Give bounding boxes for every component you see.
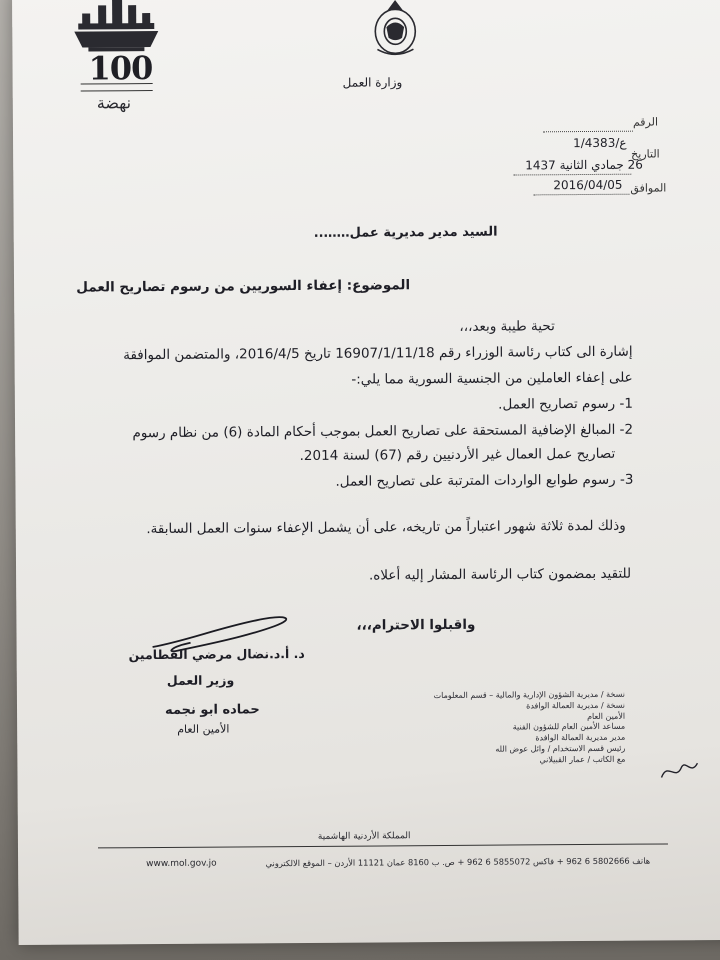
subject-label: الموضوع: [346, 277, 411, 294]
ministry-name: وزارة العمل [342, 75, 403, 90]
cc-item: مع الكاتب / عمار القبيلاني [539, 754, 626, 765]
initials-scribble [657, 755, 701, 789]
list-item-2-line-2: تصاريح عمل العمال غير الأردنيين رقم (67) لسنة 2014. [299, 445, 616, 465]
cc-item: رئيس قسم الاستخدام / وائل عوض الله [495, 743, 626, 754]
list-item-3: 3- رسوم طوابع الواردات المترتبة على تصاريح العمل. [335, 471, 634, 490]
centennial-logo [70, 0, 163, 126]
date-underline [513, 174, 631, 176]
intro-line-2: على إعفاء العاملين من الجنسية السورية مما يلي:- [351, 369, 633, 388]
subject-line [76, 277, 411, 296]
greeting: تحية طيبة وبعد،،، [459, 318, 555, 335]
greg-date: 2016/04/05 [553, 177, 623, 193]
footer-divider [98, 843, 668, 848]
cc-item: نسخة / مديرية العمالة الوافدة [526, 700, 626, 711]
list-item-2-line-1: 2- المبالغ الإضافية المستحقة على تصاريح العمل بموجب أحكام المادة (6) من نظام رسوم [132, 421, 634, 442]
letter-page [12, 0, 720, 945]
ref-label: الرقم [632, 115, 659, 129]
cc-item: الأمين العام [587, 711, 626, 721]
footer-country: المملكة الأردنية الهاشمية [317, 831, 411, 842]
intro-line-1: إشارة الى كتاب رئاسة الوزراء رقم 16907/1/11/18 تاريخ 2016/4/5، والمتضمن الموافقة [123, 343, 633, 364]
centennial-number: 100 [88, 49, 153, 88]
date-label: التاريخ [631, 147, 660, 161]
addressee: السيد مدير مديرية عمل…….. [313, 224, 498, 241]
secondary-signer-name: حماده ابو نجمه [164, 702, 260, 718]
closing: واقبلوا الاحترام،،، [356, 616, 476, 634]
cc-item: مدير مديرية العمالة الوافدة [535, 732, 626, 743]
cc-item: نسخة / مديرية الشؤون الإدارية والمالية – قسم المعلومات [433, 689, 625, 701]
centennial-word: نهضة [96, 93, 132, 113]
secondary-signer-title: الأمين العام [177, 722, 230, 736]
duration-paragraph: وذلك لمدة ثلاثة شهور اعتباراً من تاريخه، على أن يشمل الإعفاء سنوات العمل السابقة. [146, 517, 626, 538]
ref-value: ع/1/4383 [573, 135, 627, 151]
signer-name: د. أ.د.نضال مرضي القطامين [128, 645, 305, 663]
greg-label: الموافق [630, 181, 667, 195]
ref-underline [543, 131, 633, 133]
list-item-1: 1- رسوم تصاريح العمل. [498, 395, 633, 413]
centennial-ribbon [81, 83, 153, 92]
footer-contact: هاتف 5802666 6 962 + فاكس 5855072 6 962 + ص. ب 8160 عمان 11121 الأردن – الموقع الالكتروني [265, 855, 651, 869]
hijri-date: 26 جمادي الثانية 1437 [525, 157, 643, 173]
cc-item: مساعد الأمين العام للشؤون الفنية [512, 722, 626, 732]
footer-website[interactable]: www.mol.gov.jo [146, 858, 217, 870]
instruction-paragraph: للتقيد بمضمون كتاب الرئاسة المشار إليه أعلاه. [368, 565, 632, 584]
cc-list [415, 690, 626, 767]
signer-title: وزير العمل [166, 672, 235, 688]
coat-of-arms-icon [367, 0, 423, 60]
greg-underline [533, 194, 629, 196]
subject-text: إعفاء السوريين من رسوم تصاريح العمل [76, 277, 343, 296]
